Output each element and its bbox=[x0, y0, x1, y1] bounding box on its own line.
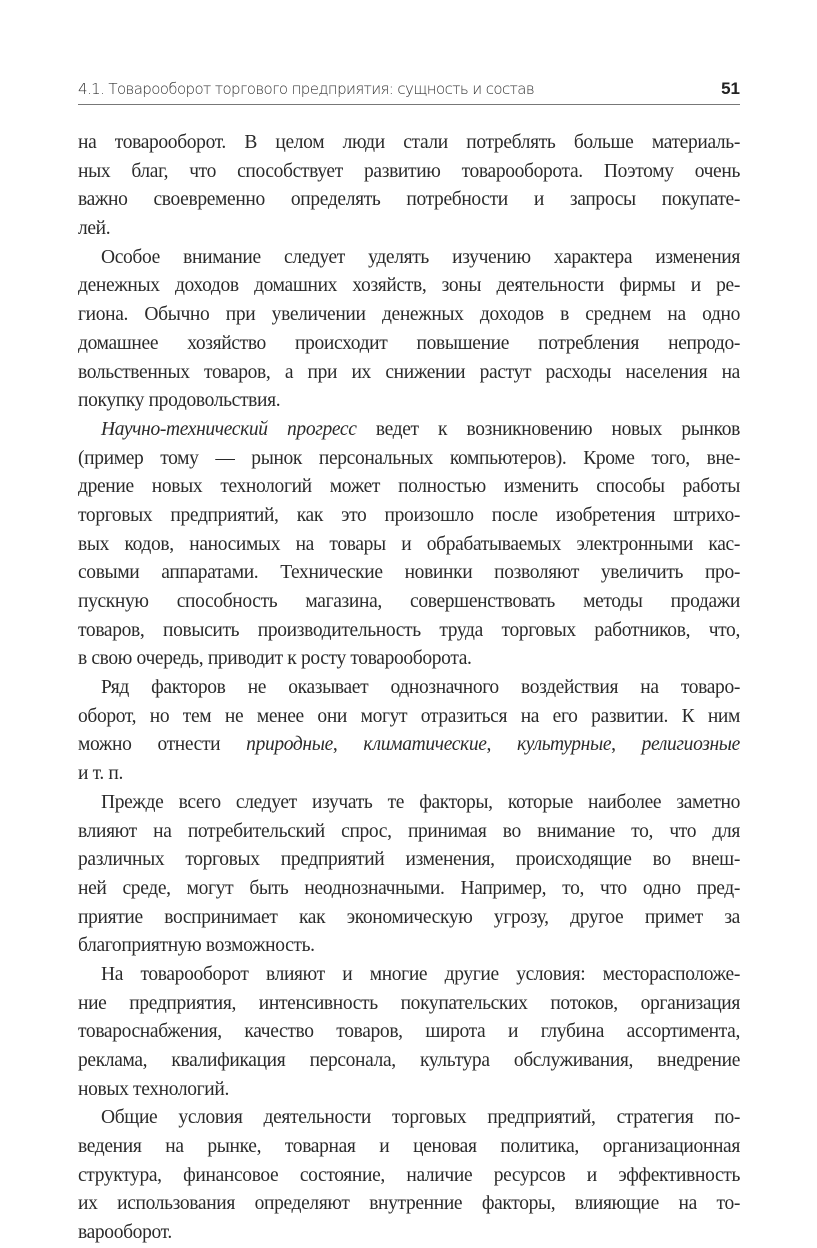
text-segment: , bbox=[611, 734, 642, 756]
text-segment: Прежде всего следует изучать те факторы, которые наиболее заметно bbox=[101, 791, 740, 813]
text-segment: Ряд факторов не оказывает однозначного воздействия на товаро- bbox=[101, 677, 740, 699]
text-line bbox=[78, 961, 740, 990]
running-header bbox=[78, 80, 740, 105]
text-segment: оборот, но тем не менее они могут отразиться на его развитии. К ним bbox=[78, 705, 740, 727]
text-segment: , bbox=[332, 734, 364, 756]
emphasis-text: Научно-технический прогресс bbox=[101, 418, 357, 440]
text-segment: приятие воспринимает как экономическую угрозу, другое примет за bbox=[78, 906, 740, 928]
text-segment: реклама, квалификация персонала, культура обслуживания, внедрение bbox=[78, 1050, 740, 1071]
text-line bbox=[78, 674, 740, 703]
text-segment: ных благ, что способствует развитию товарооборота. Поэтому очень bbox=[78, 160, 740, 182]
text-line bbox=[78, 1076, 740, 1105]
text-line bbox=[78, 244, 740, 273]
text-line bbox=[78, 1133, 740, 1162]
text-line bbox=[78, 932, 740, 961]
text-line bbox=[78, 1104, 740, 1133]
emphasis-text: природные bbox=[246, 734, 333, 756]
text-segment: Особое внимание следует уделять изучению характера изменения bbox=[101, 246, 740, 268]
text-line bbox=[78, 1219, 740, 1248]
text-line bbox=[78, 703, 740, 732]
text-line bbox=[78, 789, 740, 818]
text-segment: различных торговых предприятий изменения, происходящие во внеш- bbox=[78, 849, 740, 871]
paragraph bbox=[78, 244, 740, 416]
paragraph bbox=[78, 416, 740, 674]
text-segment: Общие условия деятельности торговых предприятий, стратегия по- bbox=[101, 1107, 740, 1129]
paragraph bbox=[78, 789, 740, 961]
text-line bbox=[78, 445, 740, 474]
emphasis-text: климатические bbox=[363, 734, 487, 756]
text-line bbox=[78, 990, 740, 1019]
paragraph bbox=[78, 674, 740, 789]
text-segment: покупку продовольствия. bbox=[78, 390, 281, 412]
text-segment: совыми аппаратами. Технические новинки позволяют увеличить про- bbox=[78, 562, 740, 584]
text-segment: (пример тому — рынок персональных компьютеров). Кроме того, вне- bbox=[78, 447, 740, 469]
text-segment: На товарооборот влияют и многие другие условия: месторасположе- bbox=[101, 963, 740, 985]
text-segment: дрение новых технологий может полностью изменить способы работы bbox=[78, 476, 740, 498]
text-segment: вых кодов, наносимых на товары и обрабатываемых электронными кас- bbox=[78, 533, 740, 555]
text-line bbox=[78, 904, 740, 933]
text-segment: пускную способность магазина, совершенствовать методы продажи bbox=[78, 591, 740, 612]
paragraph bbox=[78, 1104, 740, 1247]
text-segment: вольственных товаров, а при их снижении растут расходы населения на bbox=[78, 361, 740, 383]
text-line bbox=[78, 846, 740, 875]
body-text bbox=[78, 129, 740, 1248]
emphasis-text: культурные bbox=[517, 734, 612, 756]
text-segment: влияют на потребительский спрос, принимая во внимание то, что для bbox=[78, 820, 740, 842]
text-line bbox=[78, 760, 740, 789]
text-segment: , bbox=[486, 734, 518, 756]
text-line bbox=[78, 531, 740, 560]
text-line bbox=[78, 875, 740, 904]
text-line bbox=[78, 330, 740, 359]
text-line bbox=[78, 129, 740, 158]
chapter-title: 4.1. Товарооборот торгового предприятия: сущность и состав bbox=[78, 80, 535, 98]
text-line bbox=[78, 158, 740, 187]
paragraph bbox=[78, 129, 740, 244]
text-line bbox=[78, 1162, 740, 1191]
text-line bbox=[78, 617, 740, 646]
emphasis-text: религиозные bbox=[641, 734, 740, 756]
text-line bbox=[78, 473, 740, 502]
text-line bbox=[78, 502, 740, 531]
text-segment: и т. п. bbox=[78, 763, 123, 785]
text-line bbox=[78, 588, 740, 617]
text-segment: торговых предприятий, как это произошло после изобретения штрихо- bbox=[78, 504, 740, 526]
text-segment: на товарооборот. В целом люди стали потреблять больше материаль- bbox=[78, 132, 740, 153]
text-segment: гиона. Обычно при увеличении денежных доходов в среднем на одно bbox=[78, 304, 740, 326]
text-segment: домашнее хозяйство происходит повышение потребления непродо- bbox=[78, 332, 740, 354]
page-number: 51 bbox=[721, 79, 740, 98]
text-segment: товароснабжения, качество товаров, широта и глубина ассортимента, bbox=[78, 1021, 740, 1043]
text-segment: денежных доходов домашних хозяйств, зоны деятельности фирмы и ре- bbox=[78, 275, 740, 297]
text-line bbox=[78, 359, 740, 388]
text-segment: ведет к возникновению новых рынков bbox=[356, 418, 741, 440]
paragraph bbox=[78, 961, 740, 1104]
text-segment: ней среде, могут быть неоднозначными. Например, то, что одно пред- bbox=[78, 877, 740, 899]
text-segment: варооборот. bbox=[78, 1222, 172, 1244]
text-line bbox=[78, 387, 740, 416]
text-line bbox=[78, 1190, 740, 1219]
text-segment: структура, финансовое состояние, наличие ресурсов и эффективность bbox=[78, 1164, 740, 1186]
text-segment: ведения на рынке, товарная и ценовая политика, организационная bbox=[78, 1136, 740, 1158]
text-segment: в свою очередь, приводит к росту товарооборота. bbox=[78, 648, 472, 670]
text-line bbox=[78, 272, 740, 301]
text-segment: лей. bbox=[78, 218, 111, 240]
text-line bbox=[78, 645, 740, 674]
text-segment: благоприятную возможность. bbox=[78, 935, 315, 957]
text-line bbox=[78, 186, 740, 215]
text-line bbox=[78, 818, 740, 847]
text-segment: ние предприятия, интенсивность покупательских потоков, организация bbox=[78, 992, 740, 1014]
text-segment: можно отнести bbox=[78, 734, 247, 756]
text-line bbox=[78, 215, 740, 244]
text-segment: товаров, повысить производительность труда торговых работников, что, bbox=[78, 619, 740, 641]
text-line bbox=[78, 1047, 740, 1076]
text-line bbox=[78, 301, 740, 330]
text-line bbox=[78, 731, 740, 760]
text-segment: важно своевременно определять потребности и запросы покупате- bbox=[78, 189, 740, 211]
text-line bbox=[78, 1018, 740, 1047]
text-segment: их использования определяют внутренние факторы, влияющие на то- bbox=[78, 1193, 740, 1215]
text-line bbox=[78, 559, 740, 588]
text-segment: новых технологий. bbox=[78, 1078, 229, 1100]
text-line bbox=[78, 416, 740, 445]
